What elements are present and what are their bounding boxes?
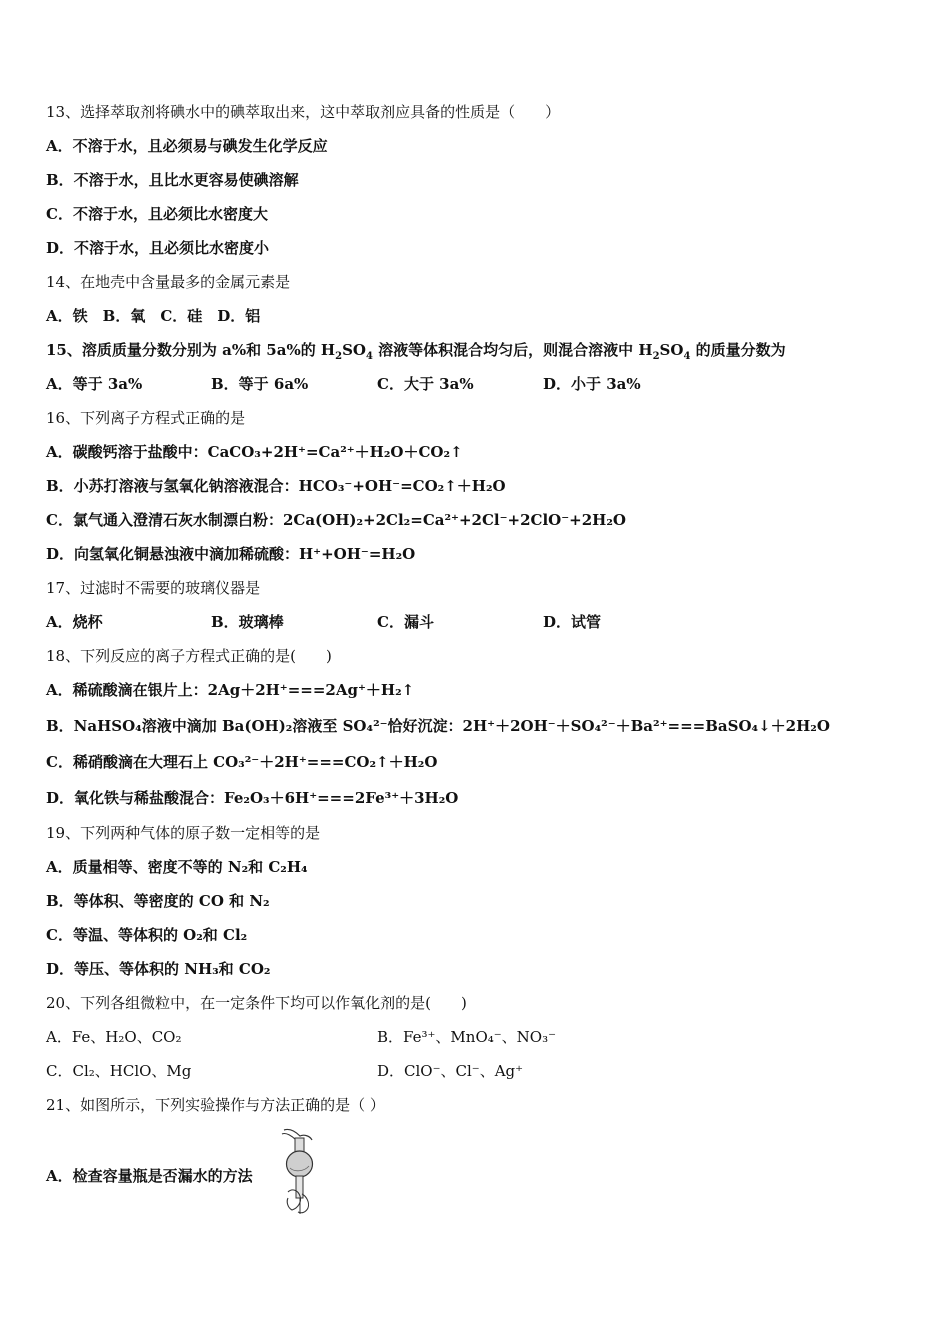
q13-option-d: D．不溶于水，且必须比水密度小	[46, 239, 270, 257]
q16-option-c: C．氯气通入澄清石灰水制漂白粉：2Ca(OH)₂+2Cl₂=Ca²⁺+2Cl⁻+2ClO⁻+2H₂O	[46, 511, 626, 529]
q18-option-b: B．NaHSO₄溶液中滴加 Ba(OH)₂溶液至 SO₄²⁻恰好沉淀：2H⁺＋2OH⁻＋SO₄²⁻＋Ba²⁺===BaSO₄↓＋2H₂O	[46, 717, 830, 735]
q14-options: A．铁 B．氧 C．硅 D．铝	[46, 307, 261, 325]
q16-option-a: A．碳酸钙溶于盐酸中：CaCO₃+2H⁺=Ca²⁺＋H₂O＋CO₂↑	[46, 443, 463, 461]
q16-option-d: D．向氢氧化铜悬浊液中滴加稀硫酸：H⁺+OH⁻=H₂O	[46, 545, 416, 563]
q13-option-c: C．不溶于水，且必须比水密度大	[46, 205, 268, 223]
q19-option-c: C．等温、等体积的 O₂和 Cl₂	[46, 926, 248, 944]
q17-option-b: B．玻璃棒	[211, 613, 284, 631]
q13-option-b: B．不溶于水，且比水更容易使碘溶解	[46, 171, 299, 189]
q15-option-d: D．小于 3a%	[543, 375, 641, 393]
q14-stem: 14、在地壳中含量最多的金属元素是	[46, 273, 291, 291]
q18-option-c: C．稀硝酸滴在大理石上 CO₃²⁻＋2H⁺===CO₂↑＋H₂O	[46, 753, 438, 771]
q20-option-b: B．Fe³⁺、MnO₄⁻、NO₃⁻	[377, 1028, 557, 1046]
q20-option-d: D．ClO⁻、Cl⁻、Ag⁺	[377, 1062, 524, 1080]
q21-option-a: A．检查容量瓶是否漏水的方法	[46, 1167, 253, 1185]
q19-option-a: A．质量相等、密度不等的 N₂和 C₂H₄	[46, 858, 308, 876]
q15-option-a: A．等于 3a%	[46, 375, 143, 393]
q18-stem: 18、下列反应的离子方程式正确的是( )	[46, 647, 332, 665]
q19-option-d: D．等压、等体积的 NH₃和 CO₂	[46, 960, 271, 978]
q16-stem: 16、下列离子方程式正确的是	[46, 409, 246, 427]
volumetric-flask-illustration	[276, 1126, 324, 1216]
q20-stem: 20、下列各组微粒中，在一定条件下均可以作氧化剂的是( )	[46, 994, 467, 1012]
q15-option-b: B．等于 6a%	[211, 375, 309, 393]
q17-option-c: C．漏斗	[377, 613, 434, 631]
q21-stem: 21、如图所示，下列实验操作与方法正确的是（ ）	[46, 1096, 385, 1114]
q18-option-a: A．稀硫酸滴在银片上：2Ag＋2H⁺===2Ag⁺＋H₂↑	[46, 681, 415, 699]
q17-option-a: A．烧杯	[46, 613, 103, 631]
q20-option-c: C．Cl₂、HClO、Mg	[46, 1062, 192, 1080]
q19-stem: 19、下列两种气体的原子数一定相等的是	[46, 824, 321, 842]
q17-option-d: D．试管	[543, 613, 602, 631]
q15-option-c: C．大于 3a%	[377, 375, 474, 393]
q15-stem: 15、溶质质量分数分别为 a%和 5a%的 $H_2SO_4$ 溶液等体积混合均匀后，则混合溶液中 $H_2SO_4$ 的质量分数为	[46, 341, 786, 362]
q20-option-a: A．Fe、H₂O、CO₂	[46, 1028, 182, 1046]
q13-option-a: A．不溶于水，且必须易与碘发生化学反应	[46, 137, 328, 155]
q19-option-b: B．等体积、等密度的 CO 和 N₂	[46, 892, 270, 910]
q13-stem: 13、选择萃取剂将碘水中的碘萃取出来，这中萃取剂应具备的性质是（ ）	[46, 103, 561, 121]
q18-option-d: D．氧化铁与稀盐酸混合：Fe₂O₃＋6H⁺===2Fe³⁺＋3H₂O	[46, 789, 459, 807]
q17-stem: 17、过滤时不需要的玻璃仪器是	[46, 579, 261, 597]
q16-option-b: B．小苏打溶液与氢氧化钠溶液混合：HCO₃⁻+OH⁻=CO₂↑＋H₂O	[46, 477, 506, 495]
